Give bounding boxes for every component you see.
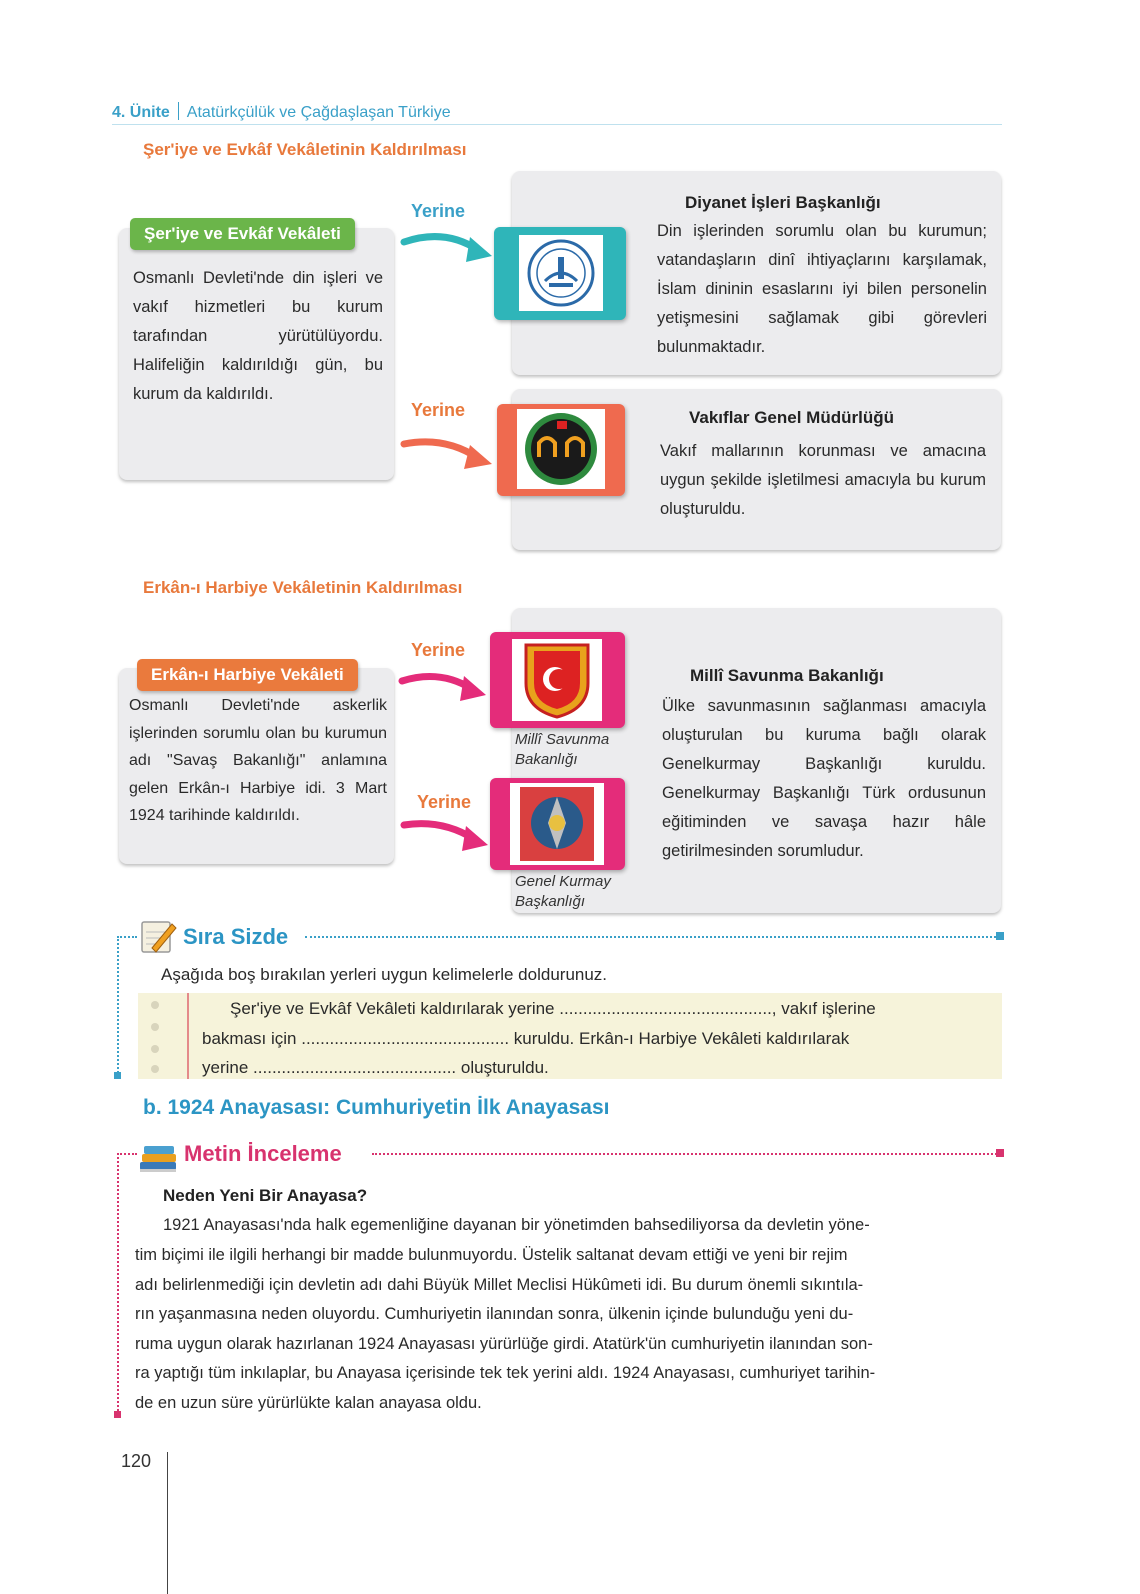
gkb-caption: Genel Kurmay Başkanlığı [515, 873, 611, 910]
coral-arrow-icon [400, 428, 495, 473]
blank-1[interactable]: ............................................. [559, 999, 772, 1018]
vakiflar-text: Vakıf mallarının korunması ve amacına uygun şekilde işletilmesi amacıyla bu kurum oluşturuldu. [660, 442, 986, 518]
blank-3[interactable]: ........................................... [253, 1058, 457, 1077]
section2-arrow2-label: Yerine [417, 792, 472, 812]
vakiflar-logo [497, 404, 625, 496]
diyanet-text: Din işlerinden sorumlu olan bu kurumun; vatandaşların dinî ihtiyaçlarını karşılamak, İslam dininin esaslarını iyi bilen personelin yetişmesini sağlamak gibi görevleri bulunmaktadır. [657, 222, 987, 356]
msb-logo [490, 632, 625, 728]
section1-heading: Şer'iye ve Evkâf Vekâletinin Kaldırılması [143, 140, 467, 159]
sira-sizde-instruction: Aşağıda boş bırakılan yerleri uygun kelimelerle doldurunuz. [161, 965, 608, 984]
section2-left-text: Osmanlı Devleti'nde askerlik işlerinden sorumlu olan bu kurumun adı "Savaş Bakanlığı" anlamına gelen Erkân-ı Harbiye idi. 3 Mart 1924 tarihinde kaldırıldı. [129, 697, 387, 824]
ring-hole [151, 1001, 159, 1009]
msb-emblem-icon [512, 639, 602, 721]
books-icon [136, 1140, 182, 1176]
msb-title: Millî Savunma Bakanlığı [690, 666, 884, 685]
sira-sizde-dot-end [996, 932, 1004, 940]
diyanet-logo [494, 227, 626, 320]
fill-line-3-end: oluşturuldu. [460, 1058, 549, 1077]
section2-heading: Erkân-ı Harbiye Vekâletinin Kaldırılması [143, 578, 463, 597]
gkb-logo [490, 778, 625, 870]
metin-dotline [372, 1153, 1000, 1155]
unit-label: 4. Ünite [112, 104, 170, 121]
metin-corner [117, 1153, 137, 1155]
para-line-1: 1921 Anayasası'nda halk egemenliğine dayanan bir yönetimden bahsediliyorsa da devletin yöne- [163, 1216, 870, 1234]
para-line-2: tim biçimi ile ilgili herhangi bir madde bulunmuyordu. Üstelik saltanat devam ettiği ve yeni bir rejim [135, 1246, 848, 1264]
page-header [112, 102, 451, 122]
page-number-rule [167, 1452, 168, 1594]
fill-line-3-start: yerine [202, 1058, 249, 1077]
diyanet-title: Diyanet İşleri Başkanlığı [685, 193, 881, 212]
section1-arrow1-label: Yerine [411, 201, 466, 221]
sira-sizde-title: Sıra Sizde [183, 924, 289, 949]
fill-line-2-start: bakması için [202, 1029, 297, 1048]
msb-text: Ülke savunmasının sağlanması amacıyla oluşturulan bu kuruma bağlı olarak Genelkurmay Başkanlığı kuruldu. Genelkurmay Başkanlığı Türk ordusunun eğitiminden ve savaşa hazır hâle getirilmesinden sorumludur. [662, 697, 986, 860]
metin-dot-end [996, 1149, 1004, 1157]
fill-in-area [138, 993, 1002, 1079]
ring-hole [151, 1023, 159, 1031]
section1-left-tag: Şer'iye ve Evkâf Vekâleti [130, 218, 355, 250]
vakiflar-title: Vakıflar Genel Müdürlüğü [689, 408, 894, 427]
ring-hole [151, 1065, 159, 1073]
section2-arrow1-label: Yerine [411, 640, 466, 660]
metin-vline [117, 1153, 119, 1415]
fill-line-1-end: , vakıf işlerine [771, 999, 876, 1018]
margin-line [187, 993, 189, 1079]
section1-arrow2-label: Yerine [411, 400, 466, 420]
section2-left-box [119, 668, 394, 864]
teal-arrow-icon [400, 222, 495, 267]
fill-line-3 [202, 1053, 549, 1083]
fill-line-2-end: kuruldu. Erkân-ı Harbiye Vekâleti kaldırılarak [513, 1029, 850, 1048]
diyanet-emblem-icon [519, 235, 603, 311]
metin-inceleme-title: Metin İnceleme [184, 1141, 342, 1166]
sira-sizde-vline [117, 936, 119, 1076]
section1-left-text: Osmanlı Devleti'nde din işleri ve vakıf hizmetleri bu kurum tarafından yürütülüyordu. Halifeliğin kaldırıldığı gün, bu kurum da kaldırıldı. [133, 269, 383, 403]
pink-arrow-icon [398, 663, 488, 705]
section2-left-tag: Erkân-ı Harbiye Vekâleti [137, 659, 358, 691]
blank-2[interactable]: ............................................ [301, 1029, 510, 1048]
fill-line-1-start: Şer'iye ve Evkâf Vekâleti kaldırılarak yerine [230, 999, 555, 1018]
metin-dot-bottom [114, 1411, 121, 1418]
unit-title: Atatürkçülük ve Çağdaşlaşan Türkiye [186, 104, 451, 121]
gkb-emblem-icon [510, 783, 604, 865]
header-divider [178, 102, 179, 120]
sira-sizde-dotline [305, 936, 1000, 938]
pink-arrow-icon-2 [400, 813, 490, 855]
para-line-4: rın yaşanmasına neden oluyordu. Cumhuriyetin ilanından sonra, ülkenin içinde bulunduğu yeni du- [135, 1305, 854, 1323]
header-rule [112, 124, 1002, 125]
msb-caption: Millî Savunma Bakanlığı [515, 731, 610, 768]
ring-hole [151, 1045, 159, 1053]
pencil-notepad-icon [138, 916, 180, 956]
para-line-5: ruma uygun olarak hazırlanan 1924 Anayasası yürürlüğe girdi. Atatürk'ün cumhuriyetin ilanından son- [135, 1335, 873, 1353]
sira-sizde-corner [117, 936, 137, 938]
fill-line-2 [202, 1024, 849, 1054]
para-line-3: adı belirlenmediği için devletin adı dahi Büyük Millet Meclisi Hükûmeti idi. Bu durum önemli sıkıntıla- [135, 1276, 864, 1294]
section-b-title: b. 1924 Anayasası: Cumhuriyetin İlk Anayasası [143, 1096, 610, 1119]
para-line-6: ra yaptığı tüm inkılaplar, bu Anayasa içerisinde tek tek yerini aldı. 1924 Anayasası, cumhuriyet tarihin- [135, 1364, 876, 1382]
vakiflar-emblem-icon [517, 409, 605, 489]
para-line-7: de en uzun süre yürürlükte kalan anayasa oldu. [135, 1394, 482, 1412]
page-number: 120 [121, 1451, 152, 1471]
fill-line-1 [230, 994, 876, 1024]
section1-left-box [119, 228, 394, 480]
sira-sizde-dot-bottom [114, 1072, 121, 1079]
metin-subtitle: Neden Yeni Bir Anayasa? [163, 1186, 368, 1205]
